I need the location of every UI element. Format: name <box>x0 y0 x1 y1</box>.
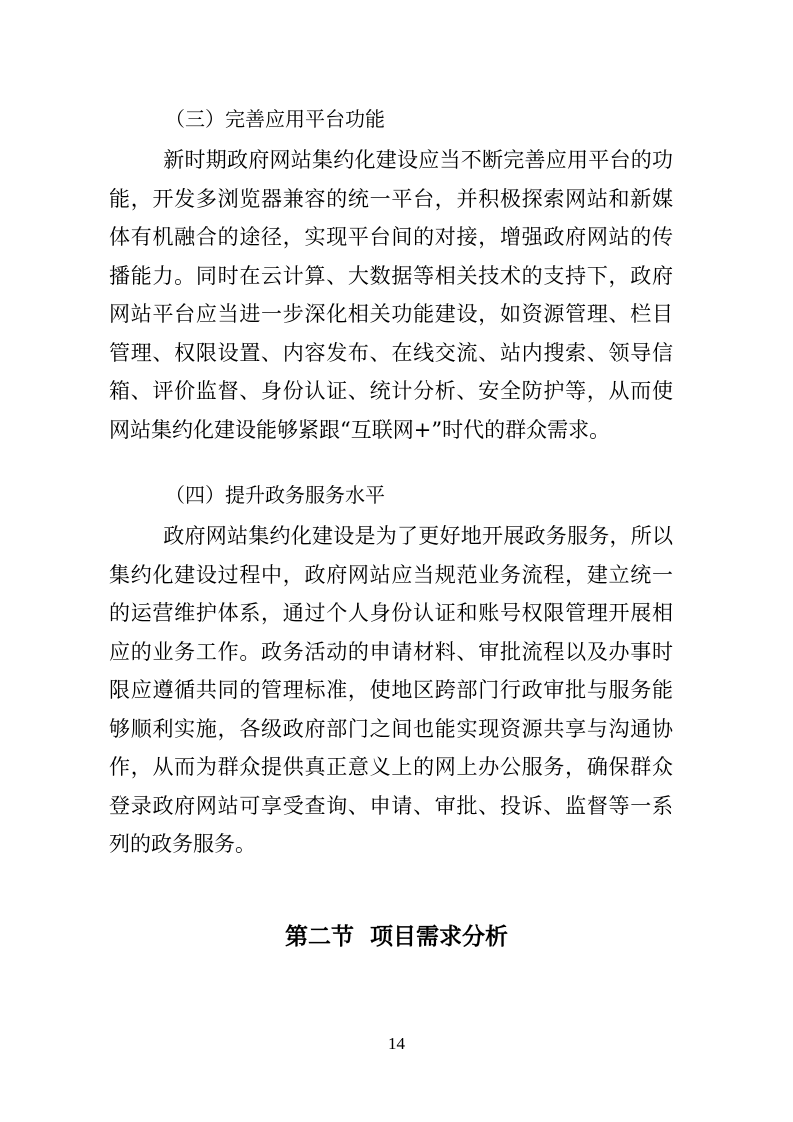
paragraph-text: 新时期政府网站集约化建设应当不断完善应用平台的功能，开发多浏览器兼容的统一平台，并积极探索网站和新媒体有机融合的途径，实现平台间的对接，增强政府网站的传播能力。同时在云计算、大数据等相关技术的支持下，政府网站平台应当进一步深化相关功能建设，如资源管理、栏目管理、权限设置、内容发布、在线交流、站内搜索、领导信箱、评价监督、身份认证、统计分析、安全防护等，从而使网站集约化建设能够紧跟“互联网+”时代的群众需求。 <box>109 148 673 442</box>
section-title: 第二节 项目需求分析 <box>284 924 508 950</box>
subsection-heading-4: （四）提升政务服务水平 <box>165 483 385 507</box>
paragraph-platform-functions <box>109 141 673 449</box>
subsection-heading-3: （三）完善应用平台功能 <box>165 107 385 131</box>
paragraph-government-services <box>109 517 673 864</box>
page-number: 14 <box>388 1034 405 1053</box>
paragraph-text: 政府网站集约化建设是为了更好地开展政务服务，所以集约化建设过程中，政府网站应当规范业务流程，建立统一的运营维护体系，通过个人身份认证和账号权限管理开展相应的业务工作。政务活动的申请材料、审批流程以及办事时限应遵循共同的管理标准，使地区跨部门行政审批与服务能够顺利实施，各级政府部门之间也能实现资源共享与沟通协作，从而为群众提供真正意义上的网上办公服务，确保群众登录政府网站可享受查询、申请、审批、投诉、监督等一系列的政务服务。 <box>109 524 673 856</box>
